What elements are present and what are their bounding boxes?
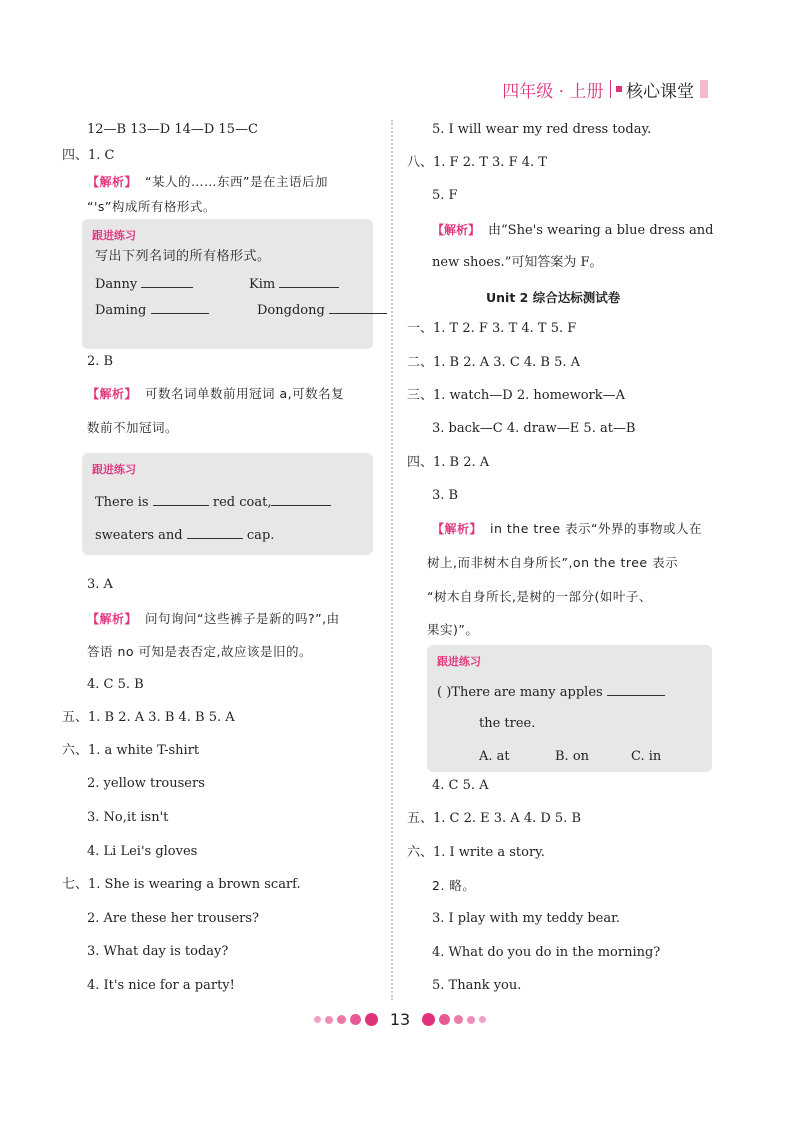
option-b: B. on [555,749,590,764]
practice-item [249,275,339,293]
analysis-line: “树木自身所长,是树的一部分(如叶子、 [427,589,652,604]
answer-line: 3. A [87,577,113,592]
analysis-line [87,174,328,190]
practice-tag: 跟进练习 [437,655,481,668]
header-bar-icon [700,80,708,98]
answer-line: 5. Thank you. [432,978,522,993]
practice-question [437,683,665,701]
header-separator [610,80,612,98]
analysis-line: 果实)”。 [427,622,479,637]
practice-sentence [95,493,331,511]
header-square-icon [616,86,622,92]
answer-blank [187,526,243,539]
answer-line: 2. Are these her trousers? [87,911,260,926]
decor-dot-icon [454,1015,463,1024]
answer-blank [279,275,339,288]
answer-line: 12—B 13—D 14—D 15—C [87,122,258,137]
decor-dot-icon [479,1016,486,1023]
analysis-line [432,521,702,537]
noun-label: Daming [95,303,147,318]
page-number: 13 [389,1010,411,1029]
answer-blank [153,493,209,506]
answer-line: 四、1. B 2. A [407,455,490,470]
decor-dot-icon [422,1013,435,1026]
decor-dot-icon [467,1016,475,1024]
page-header [502,76,708,102]
answer-line: 3. What day is today? [87,944,229,959]
analysis-tag: 【解析】 [87,387,138,401]
answer-line: 七、1. She is wearing a brown scarf. [62,877,301,892]
decor-dot-icon [365,1013,378,1026]
answer-blank [271,493,331,506]
brand-label: 核心课堂 [626,81,694,102]
answer-blank [329,301,387,314]
sentence-text: cap. [246,528,275,543]
answer-line: 4. What do you do in the morning? [432,945,661,960]
analysis-text: 可数名词单数前用冠词 a,可数名复 [145,386,345,401]
answer-line: 4. Li Lei's gloves [87,844,198,859]
practice-instruction: 写出下列名词的所有格形式。 [95,249,271,264]
grade-label: 四年级 · 上册 [502,81,604,102]
answer-line: 2. yellow trousers [87,776,205,791]
answer-line: 四、1. C [62,148,115,163]
sentence-text: sweaters and [95,528,183,543]
decor-dot-icon [350,1014,361,1025]
analysis-line: “'s”构成所有格形式。 [87,199,216,214]
answer-blank [607,683,665,696]
sentence-text: There is [95,495,149,510]
practice-tag: 跟进练习 [92,463,136,476]
analysis-line: 答语 no 可知是表否定,故应该是旧的。 [87,644,312,659]
answer-line: 六、1. a white T-shirt [62,743,200,758]
noun-label: Danny [95,277,138,292]
answer-line: 3. B [432,488,459,503]
answer-line: 八、1. F 2. T 3. F 4. T [407,155,547,170]
analysis-text: in the tree 表示“外界的事物或人在 [490,521,702,536]
analysis-text: 由“She's wearing a blue dress and [488,223,714,238]
answer-line: 5. I will wear my red dress today. [432,122,652,137]
analysis-tag: 【解析】 [432,522,483,536]
answer-blank [141,275,193,288]
analysis-text: 问句询问“这些裤子是新的吗?”,由 [145,611,340,626]
analysis-tag: 【解析】 [87,612,138,626]
option-c: C. in [631,749,662,764]
column-divider [391,120,393,1000]
answer-line: 2. 略。 [432,878,476,893]
answer-line: 三、1. watch—D 2. homework—A [407,388,626,403]
answer-line: 五、1. C 2. E 3. A 4. D 5. B [407,811,582,826]
question-text: ( )There are many apples [437,685,603,700]
option-a: A. at [479,749,510,764]
section-title: Unit 2 综合达标测试卷 [486,290,621,305]
analysis-line [87,611,340,627]
practice-box [427,645,712,772]
answer-line: 3. I play with my teddy bear. [432,911,621,926]
answer-line: 2. B [87,354,114,369]
analysis-line [432,222,714,239]
analysis-tag: 【解析】 [432,223,481,237]
practice-item [95,301,209,319]
analysis-line: 树上,而非树木自身所长”,on the tree 表示 [427,555,679,570]
analysis-line: new shoes.”可知答案为 F。 [432,255,603,270]
answer-line: 4. C 5. A [432,778,489,793]
answer-line: 3. back—C 4. draw—E 5. at—B [432,421,636,436]
answer-line: 二、1. B 2. A 3. C 4. B 5. A [407,355,581,370]
practice-sentence [95,526,274,544]
practice-item [95,275,193,293]
decor-dot-icon [337,1015,346,1024]
analysis-text: “某人的……东西”是在主语后加 [145,174,328,189]
practice-question: the tree. [479,716,536,731]
analysis-line: 数前不加冠词。 [87,420,179,435]
sentence-text: red coat, [212,495,272,510]
noun-label: Dongdong [257,303,325,318]
decor-dot-icon [439,1014,450,1025]
answer-line: 4. C 5. B [87,677,144,692]
page-footer [0,1010,800,1029]
answer-line: 一、1. T 2. F 3. T 4. T 5. F [407,321,577,336]
decor-dot-icon [325,1016,333,1024]
answer-line: 六、1. I write a story. [407,845,545,860]
analysis-line [87,386,344,402]
answer-line: 3. No,it isn't [87,810,169,825]
decor-dot-icon [314,1016,321,1023]
noun-label: Kim [249,277,276,292]
practice-box [82,453,373,555]
answer-line: 五、1. B 2. A 3. B 4. B 5. A [62,710,235,725]
answer-line: 4. It's nice for a party! [87,978,235,993]
practice-item [257,301,387,319]
analysis-tag: 【解析】 [87,175,138,189]
answer-blank [151,301,209,314]
practice-box [82,219,373,349]
answer-line: 5. F [432,188,458,203]
practice-tag: 跟进练习 [92,229,136,242]
